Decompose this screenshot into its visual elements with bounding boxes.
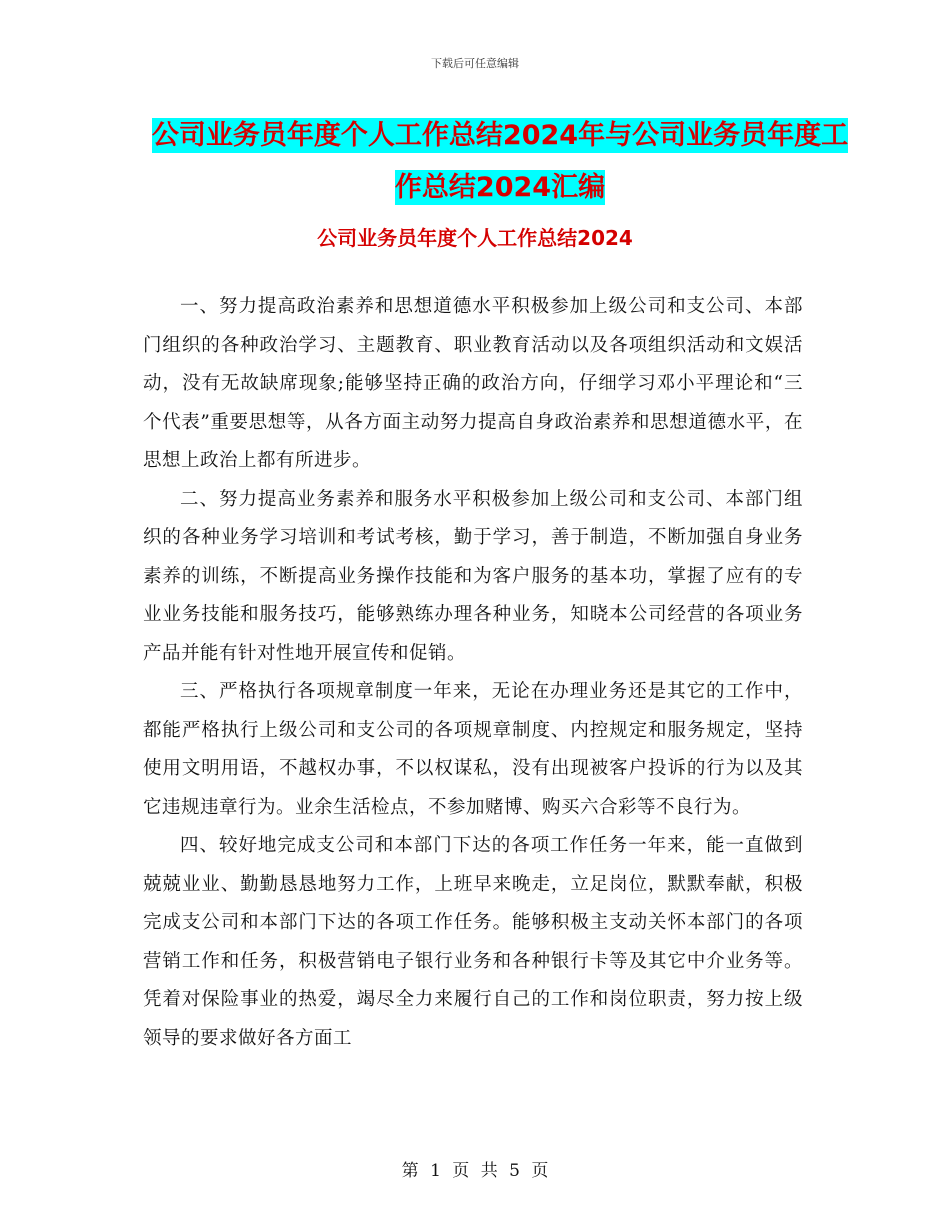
- paragraph-3: 三、严格执行各项规章制度一年来，无论在办理业务还是其它的工作中，都能严格执行上级公司和支公司的各项规章制度、内控规定和服务规定，坚持使用文明用语，不越权办事，不以权谋私，没有出现被客户投诉的行为以及其它违规违章行为。业余生活检点，不参加赌博、购买六合彩等不良行为。: [143, 681, 803, 818]
- page-footer: 第 1 页 共 5 页: [401, 1161, 549, 1181]
- paragraph-4: 四、较好地完成支公司和本部门下达的各项工作任务一年来，能一直做到兢兢业业、勤勤恳恳地努力工作，上班早来晚走，立足岗位，默默奉献，积极完成支公司和本部门下达的各项工作任务。能够积极主支动关怀本部门的各项营销工作和任务，积极营销电子银行业务和各种银行卡等及其它中介业务等。凭着对保险事业的热爱，竭尽全力来履行自己的工作和岗位职责，努力按上级领导的要求做好各方面工: [143, 835, 803, 1049]
- body-text: [143, 288, 803, 1058]
- section-title: 公司业务员年度个人工作总结2024: [317, 226, 633, 250]
- document-title: [140, 110, 860, 214]
- paragraph-1: 一、努力提高政治素养和思想道德水平积极参加上级公司和支公司、本部门组织的各种政治学习、主题教育、职业教育活动以及各项组织活动和文娱活动，没有无故缺席现象;能够坚持正确的政治方向，仔细学习邓小平理论和“三个代表”重要思想等，从各方面主动努力提高自身政治素养和思想道德水平，在思想上政治上都有所进步。: [143, 296, 803, 471]
- paragraph-2: 二、努力提高业务素养和服务水平积极参加上级公司和支公司、本部门组织的各种业务学习培训和考试考核，勤于学习，善于制造，不断加强自身业务素养的训练，不断提高业务操作技能和为客户服务的基本功，掌握了应有的专业业务技能和服务技巧，能够熟练办理各种业务，知晓本公司经营的各项业务产品并能有针对性地开展宣传和促销。: [143, 488, 803, 664]
- header-note: 下载后可任意编辑: [431, 57, 519, 70]
- document-title-text: 公司业务员年度个人工作总结2024年与公司业务员年度工作总结2024汇编: [151, 120, 849, 203]
